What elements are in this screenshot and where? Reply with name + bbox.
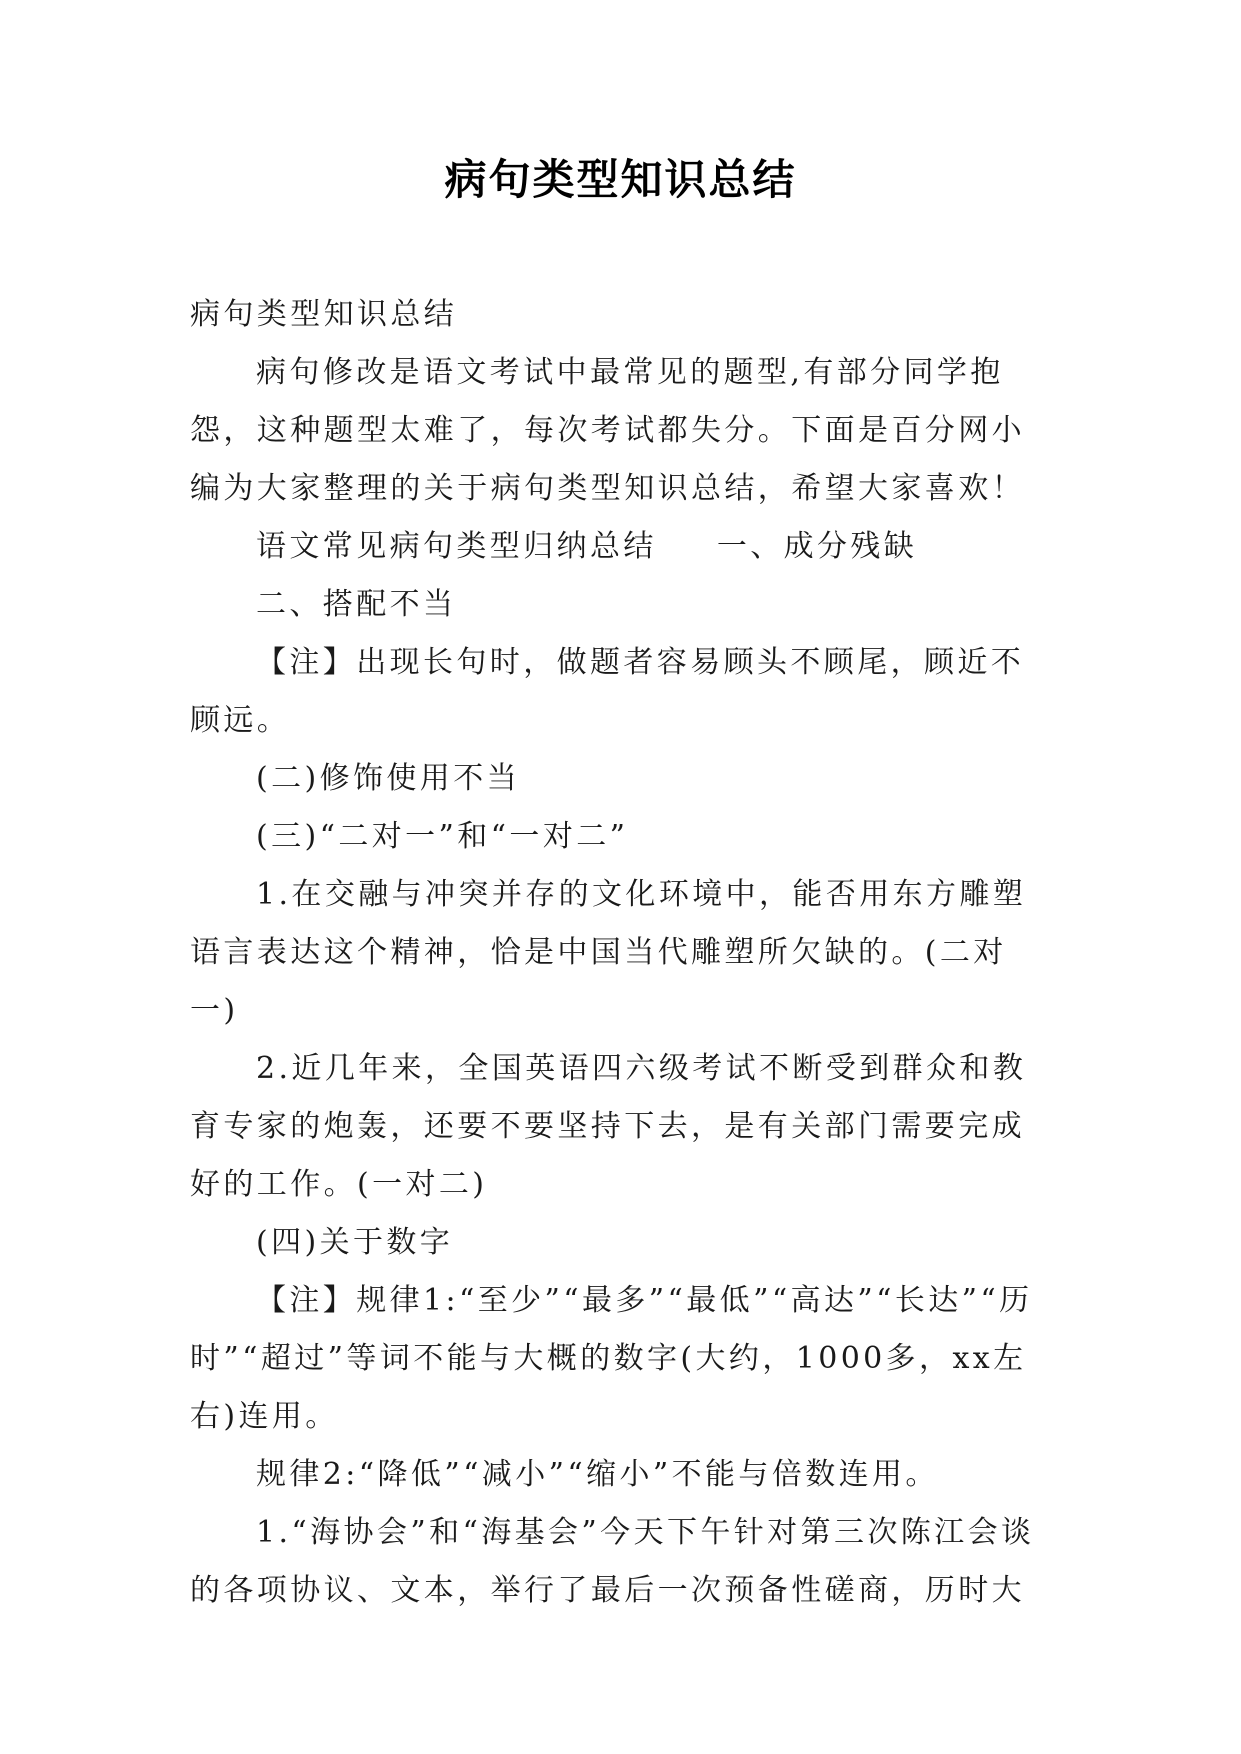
document-title: 病句类型知识总结 (444, 155, 797, 204)
section-2-heading: 二、搭配不当 (256, 587, 457, 622)
subsection-4-heading: (四)关于数字 (256, 1225, 454, 1260)
document-body (190, 286, 1050, 1620)
rule-2-paragraph: 规律2:“降低”“减小”“缩小”不能与倍数连用。 (256, 1457, 939, 1492)
section-1-heading: 一、成分残缺 (716, 529, 918, 564)
subtitle: 病句类型知识总结 (190, 297, 458, 332)
subsection-2-heading: (二)修饰使用不当 (256, 761, 521, 796)
subsection-3-heading: (三)“二对一”和“一对二” (256, 819, 629, 854)
summary-line (190, 518, 1050, 576)
rule-1-paragraph: 【注】规律1:“至少”“最多”“最低”“高达”“长达”“历时”“超过”等词不能与大概的数字(大约，1000多，xx左右)连用。 (190, 1283, 1033, 1434)
intro-paragraph: 病句修改是语文考试中最常见的题型,有部分同学抱怨，这种题型太难了，每次考试都失分。下面是百分网小编为大家整理的关于病句类型知识总结，希望大家喜欢！ (190, 355, 1025, 506)
example-1-paragraph: 1.在交融与冲突并存的文化环境中，能否用东方雕塑语言表达这个精神，恰是中国当代雕塑所欠缺的。(二对一) (190, 877, 1027, 1028)
note-paragraph: 【注】出现长句时，做题者容易顾头不顾尾，顾近不顾远。 (190, 645, 1025, 738)
example-3-paragraph: 1.“海协会”和“海基会”今天下午针对第三次陈江会谈的各项协议、文本，举行了最后一次预备性磋商，历时大 (190, 1515, 1035, 1608)
summary-heading: 语文常见病句类型归纳总结 (256, 529, 657, 564)
example-2-paragraph: 2.近几年来，全国英语四六级考试不断受到群众和教育专家的炮轰，还要不要坚持下去，是有关部门需要完成好的工作。(一对二) (190, 1051, 1027, 1202)
